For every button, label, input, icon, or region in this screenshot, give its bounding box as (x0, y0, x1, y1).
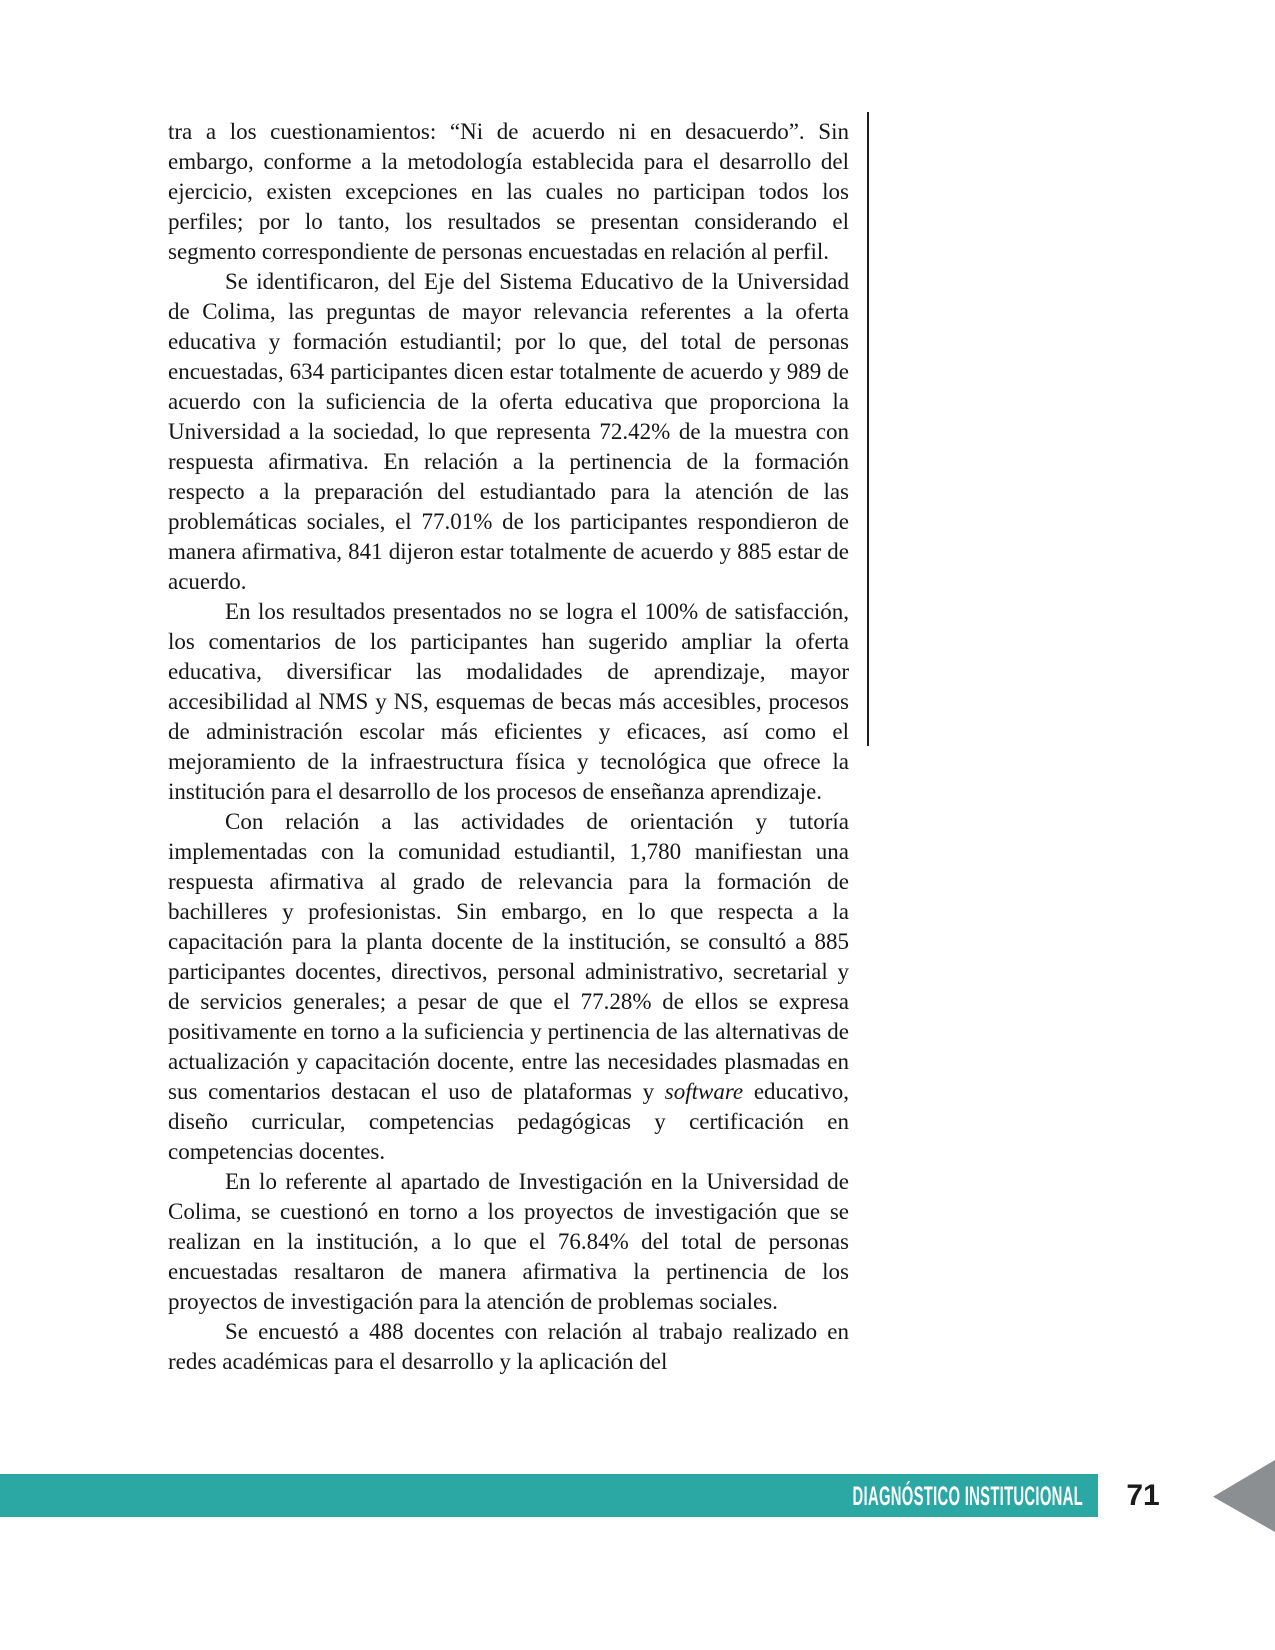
page-number: 71 (1126, 1479, 1160, 1512)
paragraph (168, 597, 849, 807)
paragraph (168, 117, 849, 267)
footer-section-bar (0, 1474, 1098, 1517)
paragraph-text: Se identificaron, del Eje del Sistema Educativo de la Universidad de Colima, las preguntas de mayor relevancia referentes a la oferta educativa y formación estudiantil; por lo que, del total de personas encuestadas, 634 participantes dicen estar totalmente de acuerdo y 989 de acuerdo con la suficiencia de la oferta educativa que proporciona la Universidad a la sociedad, lo que representa 72.42% de la muestra con respuesta afirmativa. En relación a la pertinencia de la formación respecto a la preparación del estudiantado para la atención de las problemáticas sociales, el 77.01% de los participantes respondieron de manera afirmativa, 841 dijeron estar totalmente de acuerdo y 885 estar de acuerdo. (168, 269, 849, 594)
paragraph (168, 267, 849, 597)
margin-rule (867, 112, 869, 746)
italic-term: software (664, 1079, 744, 1104)
paragraph-text: Con relación a las actividades de orientación y tutoría implementadas con la comunidad estudiantil, 1,780 manifiestan una respuesta afirmativa al grado de relevancia para la formación de bachilleres y profesionistas. Sin embargo, en lo que respecta a la capacitación para la planta docente de la institución, se consultó a 885 participantes docentes, directivos, personal administrativo, secretarial y de servicios generales; a pesar de que el 77.28% de ellos se expresa positivamente en torno a la suficiencia y pertinencia de las alternativas de actualización y capacitación docente, entre las necesidades plasmadas en sus comentarios destacan el uso de plataformas y (168, 809, 849, 1104)
paragraph-text: Se encuestó a 488 docentes con relación al trabajo realizado en redes académicas para el desarrollo y la aplicación del (168, 1319, 849, 1374)
paragraph (168, 1167, 849, 1317)
body-text-column (168, 117, 849, 1377)
paragraph-text: En los resultados presentados no se logra el 100% de satisfacción, los comentarios de los participantes han sugerido ampliar la oferta educativa, diversificar las modalidades de aprendizaje, mayor accesibilidad al NMS y NS, esquemas de becas más accesibles, procesos de administración escolar más eficientes y eficaces, así como el mejoramiento de la infraestructura física y tecnológica que ofrece la institución para el desarrollo de los procesos de enseñanza aprendizaje. (168, 599, 849, 804)
footer-section-label: DIAGNÓSTICO INSTITUCIONAL (852, 1481, 1083, 1511)
corner-arrow-icon (1213, 1460, 1275, 1532)
paragraph-text: educativo, diseño curricular, competencias pedagógicas y certificación en competencias docentes. (168, 1079, 849, 1164)
paragraph (168, 807, 849, 1167)
paragraph-text: En lo referente al apartado de Investigación en la Universidad de Colima, se cuestionó en torno a los proyectos de investigación que se realizan en la institución, a lo que el 76.84% del total de personas encuestadas resaltaron de manera afirmativa la pertinencia de los proyectos de investigación para la atención de problemas sociales. (168, 1169, 849, 1314)
paragraph (168, 1317, 849, 1377)
paragraph-text: tra a los cuestionamientos: “Ni de acuerdo ni en desacuerdo”. Sin embargo, conforme a la metodología establecida para el desarrollo del ejercicio, existen excepciones en las cuales no participan todos los perfiles; por lo tanto, los resultados se presentan considerando el segmento correspondiente de personas encuestadas en relación al perfil. (168, 119, 849, 264)
